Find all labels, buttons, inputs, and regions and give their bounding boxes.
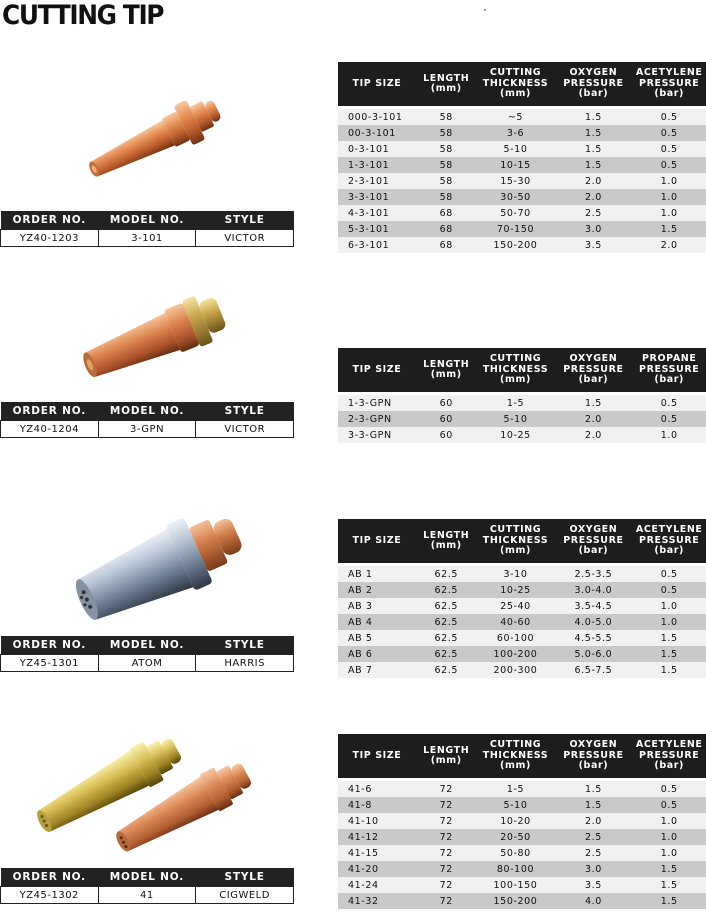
table-cell: 5-3-101	[338, 221, 416, 237]
table-row	[338, 205, 706, 221]
table-cell: 100-150	[477, 877, 555, 893]
column-header: ACETYLENE PRESSURE (bar)	[632, 519, 706, 565]
table-cell: 15-30	[477, 173, 555, 189]
table-cell: 1.5	[632, 630, 706, 646]
column-header: TIP SIZE	[338, 734, 416, 780]
table-cell: 1.5	[632, 893, 706, 909]
table-cell: 2.0	[554, 813, 632, 829]
table-cell: 25-40	[477, 598, 555, 614]
column-header: OXYGEN PRESSURE (bar)	[554, 62, 632, 108]
spec-table	[338, 62, 706, 253]
order-no-header: ORDER NO.	[1, 636, 99, 655]
table-cell: 1.5	[554, 157, 632, 173]
model-no-value: ATOM	[98, 655, 196, 672]
table-cell: 0.5	[632, 797, 706, 813]
table-cell: 100-200	[477, 646, 555, 662]
table-cell: 41-6	[338, 780, 416, 798]
table-row	[338, 411, 706, 427]
table-cell: 30-50	[477, 189, 555, 205]
table-cell: 0.5	[632, 780, 706, 798]
table-row	[338, 646, 706, 662]
table-row	[338, 565, 706, 583]
model-no-value: 3-GPN	[98, 421, 196, 438]
table-cell: 50-70	[477, 205, 555, 221]
table-cell: 41-20	[338, 861, 416, 877]
style-value: HARRIS	[196, 655, 294, 672]
table-cell: 5-10	[477, 797, 555, 813]
style-header: STYLE	[196, 211, 294, 230]
table-cell: 6-3-101	[338, 237, 416, 253]
table-cell: 200-300	[477, 662, 555, 678]
table-cell: 41-15	[338, 845, 416, 861]
table-cell: 0.5	[632, 108, 706, 126]
table-cell: 5-10	[477, 141, 555, 157]
table-cell: 60	[416, 394, 477, 412]
table-cell: 3.0	[554, 861, 632, 877]
table-cell: 60	[416, 427, 477, 443]
table-row	[338, 189, 706, 205]
column-header: CUTTING THICKNESS (mm)	[477, 734, 555, 780]
column-header: OXYGEN PRESSURE (bar)	[554, 348, 632, 394]
table-cell: 58	[416, 108, 477, 126]
table-cell: 3-10	[477, 565, 555, 583]
table-cell: 41-32	[338, 893, 416, 909]
table-cell: 60	[416, 411, 477, 427]
table-cell: 72	[416, 893, 477, 909]
order-box-2	[0, 402, 294, 438]
table-cell: 2.5-3.5	[554, 565, 632, 583]
table-cell: 1.5	[632, 662, 706, 678]
copper-cutting-tip-3-gpn-image	[74, 290, 244, 385]
table-cell: 5-10	[477, 411, 555, 427]
table-cell: 150-200	[477, 237, 555, 253]
table-cell: 50-80	[477, 845, 555, 861]
table-cell: 00-3-101	[338, 125, 416, 141]
table-cell: AB 2	[338, 582, 416, 598]
table-cell: 2.0	[632, 237, 706, 253]
table-cell: AB 7	[338, 662, 416, 678]
order-no-value: YZ45-1302	[1, 887, 99, 904]
table-cell: 68	[416, 221, 477, 237]
order-no-value: YZ40-1204	[1, 421, 99, 438]
order-box-1	[0, 211, 294, 247]
table-row	[338, 797, 706, 813]
brass-and-copper-cutting-tips-41-image	[36, 722, 286, 852]
table-cell: 72	[416, 829, 477, 845]
table-cell: 68	[416, 205, 477, 221]
table-row	[338, 861, 706, 877]
table-row	[338, 630, 706, 646]
style-value: CIGWELD	[196, 887, 294, 904]
table-cell: 80-100	[477, 861, 555, 877]
spec-table	[338, 519, 706, 678]
table-row	[338, 108, 706, 126]
table-row	[338, 427, 706, 443]
table-cell: 3.5-4.5	[554, 598, 632, 614]
table-cell: 1.0	[632, 189, 706, 205]
table-row	[338, 614, 706, 630]
table-row	[338, 662, 706, 678]
style-header: STYLE	[196, 636, 294, 655]
table-cell: 70-150	[477, 221, 555, 237]
order-no-header: ORDER NO.	[1, 402, 99, 421]
copper-cutting-tip-3-101-image	[78, 98, 238, 178]
style-header: STYLE	[196, 402, 294, 421]
table-cell: 10-25	[477, 582, 555, 598]
column-header: PROPANE PRESSURE (bar)	[632, 348, 706, 394]
table-row	[338, 780, 706, 798]
model-no-header: MODEL NO.	[98, 402, 196, 421]
table-cell: 1.5	[554, 125, 632, 141]
table-cell: 68	[416, 237, 477, 253]
table-cell: 4-3-101	[338, 205, 416, 221]
table-cell: 1.5	[554, 394, 632, 412]
table-cell: 0.5	[632, 565, 706, 583]
table-cell: 4.0	[554, 893, 632, 909]
column-header: CUTTING THICKNESS (mm)	[477, 62, 555, 108]
table-cell: 2.0	[554, 173, 632, 189]
table-row	[338, 221, 706, 237]
table-cell: 1-3-101	[338, 157, 416, 173]
table-cell: 5.0-6.0	[554, 646, 632, 662]
table-cell: 1.5	[554, 797, 632, 813]
table-row	[338, 813, 706, 829]
table-cell: 41-24	[338, 877, 416, 893]
table-cell: 62.5	[416, 614, 477, 630]
table-cell: 3.5	[554, 877, 632, 893]
table-row	[338, 829, 706, 845]
table-cell: 2.5	[554, 205, 632, 221]
table-cell: 3-3-GPN	[338, 427, 416, 443]
table-cell: 6.5-7.5	[554, 662, 632, 678]
table-cell: 4.0-5.0	[554, 614, 632, 630]
table-cell: 1.0	[632, 205, 706, 221]
column-header: LENGTH (mm)	[416, 519, 477, 565]
table-row	[338, 845, 706, 861]
model-no-header: MODEL NO.	[98, 868, 196, 887]
table-cell: 0-3-101	[338, 141, 416, 157]
table-cell: 62.5	[416, 646, 477, 662]
table-cell: 41-10	[338, 813, 416, 829]
table-row	[338, 582, 706, 598]
table-cell: 1.0	[632, 427, 706, 443]
table-cell: 1.0	[632, 614, 706, 630]
column-header: CUTTING THICKNESS (mm)	[477, 348, 555, 394]
model-no-header: MODEL NO.	[98, 211, 196, 230]
table-cell: 72	[416, 797, 477, 813]
table-cell: 3-3-101	[338, 189, 416, 205]
table-row	[338, 877, 706, 893]
table-cell: 58	[416, 189, 477, 205]
table-row	[338, 173, 706, 189]
table-cell: 72	[416, 813, 477, 829]
column-header: TIP SIZE	[338, 519, 416, 565]
table-row	[338, 141, 706, 157]
table-row	[338, 237, 706, 253]
table-cell: 1.5	[554, 108, 632, 126]
table-cell: 0.5	[632, 582, 706, 598]
column-header: OXYGEN PRESSURE (bar)	[554, 734, 632, 780]
table-row	[338, 598, 706, 614]
table-cell: 58	[416, 141, 477, 157]
table-cell: 2.0	[554, 427, 632, 443]
table-cell: 1-3-GPN	[338, 394, 416, 412]
table-cell: 10-15	[477, 157, 555, 173]
table-cell: 1.5	[554, 780, 632, 798]
table-cell: 41-8	[338, 797, 416, 813]
table-cell: 4.5-5.5	[554, 630, 632, 646]
spec-table	[338, 734, 706, 909]
table-cell: 62.5	[416, 598, 477, 614]
table-cell: 0.5	[632, 125, 706, 141]
column-header: ACETYLENE PRESSURE (bar)	[632, 734, 706, 780]
table-cell: 1.0	[632, 845, 706, 861]
table-cell: 62.5	[416, 582, 477, 598]
table-cell: 58	[416, 173, 477, 189]
order-no-header: ORDER NO.	[1, 868, 99, 887]
table-cell: 1.5	[554, 141, 632, 157]
model-no-header: MODEL NO.	[98, 636, 196, 655]
column-header: LENGTH (mm)	[416, 62, 477, 108]
table-cell: 2-3-GPN	[338, 411, 416, 427]
table-row	[338, 394, 706, 412]
column-header: LENGTH (mm)	[416, 348, 477, 394]
table-cell: 72	[416, 861, 477, 877]
order-no-value: YZ45-1301	[1, 655, 99, 672]
table-cell: 150-200	[477, 893, 555, 909]
table-cell: 72	[416, 780, 477, 798]
table-cell: 40-60	[477, 614, 555, 630]
table-cell: 20-50	[477, 829, 555, 845]
table-cell: 0.5	[632, 141, 706, 157]
table-cell: 0.5	[632, 411, 706, 427]
table-cell: 60-100	[477, 630, 555, 646]
table-cell: 1.0	[632, 813, 706, 829]
table-cell: 62.5	[416, 662, 477, 678]
table-cell: 41-12	[338, 829, 416, 845]
table-cell: 1.5	[632, 646, 706, 662]
column-header: TIP SIZE	[338, 348, 416, 394]
table-cell: 2.5	[554, 845, 632, 861]
table-cell: 72	[416, 877, 477, 893]
table-cell: 1.5	[632, 221, 706, 237]
style-value: VICTOR	[196, 230, 294, 247]
table-cell: AB 6	[338, 646, 416, 662]
order-box-4	[0, 868, 294, 904]
table-cell: 2.0	[554, 189, 632, 205]
order-no-header: ORDER NO.	[1, 211, 99, 230]
table-row	[338, 125, 706, 141]
table-cell: 0.5	[632, 394, 706, 412]
order-box-3	[0, 636, 294, 672]
table-cell: AB 3	[338, 598, 416, 614]
table-row	[338, 157, 706, 173]
page-title: CUTTING TIP	[2, 0, 164, 31]
table-cell: AB 4	[338, 614, 416, 630]
column-header: LENGTH (mm)	[416, 734, 477, 780]
model-no-value: 3-101	[98, 230, 196, 247]
table-cell: 3.5	[554, 237, 632, 253]
table-cell: 0.5	[632, 157, 706, 173]
table-cell: 1.0	[632, 598, 706, 614]
table-cell: 1-5	[477, 394, 555, 412]
table-cell: AB 1	[338, 565, 416, 583]
table-cell: 58	[416, 157, 477, 173]
table-cell: 3.0-4.0	[554, 582, 632, 598]
table-cell: 1.0	[632, 829, 706, 845]
chrome-cutting-tip-atom-image	[60, 505, 260, 630]
column-header: OXYGEN PRESSURE (bar)	[554, 519, 632, 565]
table-cell: 58	[416, 125, 477, 141]
table-cell: 1.0	[632, 173, 706, 189]
table-cell: 2.0	[554, 411, 632, 427]
table-cell: 3.0	[554, 221, 632, 237]
table-cell: 2.5	[554, 829, 632, 845]
table-cell: 10-25	[477, 427, 555, 443]
spec-table	[338, 348, 706, 443]
column-header: CUTTING THICKNESS (mm)	[477, 519, 555, 565]
table-cell: 2-3-101	[338, 173, 416, 189]
table-cell: 1.5	[632, 861, 706, 877]
table-cell: 000-3-101	[338, 108, 416, 126]
column-header: TIP SIZE	[338, 62, 416, 108]
column-header: ACETYLENE PRESSURE (bar)	[632, 62, 706, 108]
table-cell: 10-20	[477, 813, 555, 829]
style-header: STYLE	[196, 868, 294, 887]
table-cell: 62.5	[416, 630, 477, 646]
table-cell: 1.5	[632, 877, 706, 893]
model-no-value: 41	[98, 887, 196, 904]
table-cell: AB 5	[338, 630, 416, 646]
order-no-value: YZ40-1203	[1, 230, 99, 247]
table-cell: ~5	[477, 108, 555, 126]
table-cell: 62.5	[416, 565, 477, 583]
table-cell: 72	[416, 845, 477, 861]
table-cell: 3-6	[477, 125, 555, 141]
table-row	[338, 893, 706, 909]
table-cell: 1-5	[477, 780, 555, 798]
style-value: VICTOR	[196, 421, 294, 438]
